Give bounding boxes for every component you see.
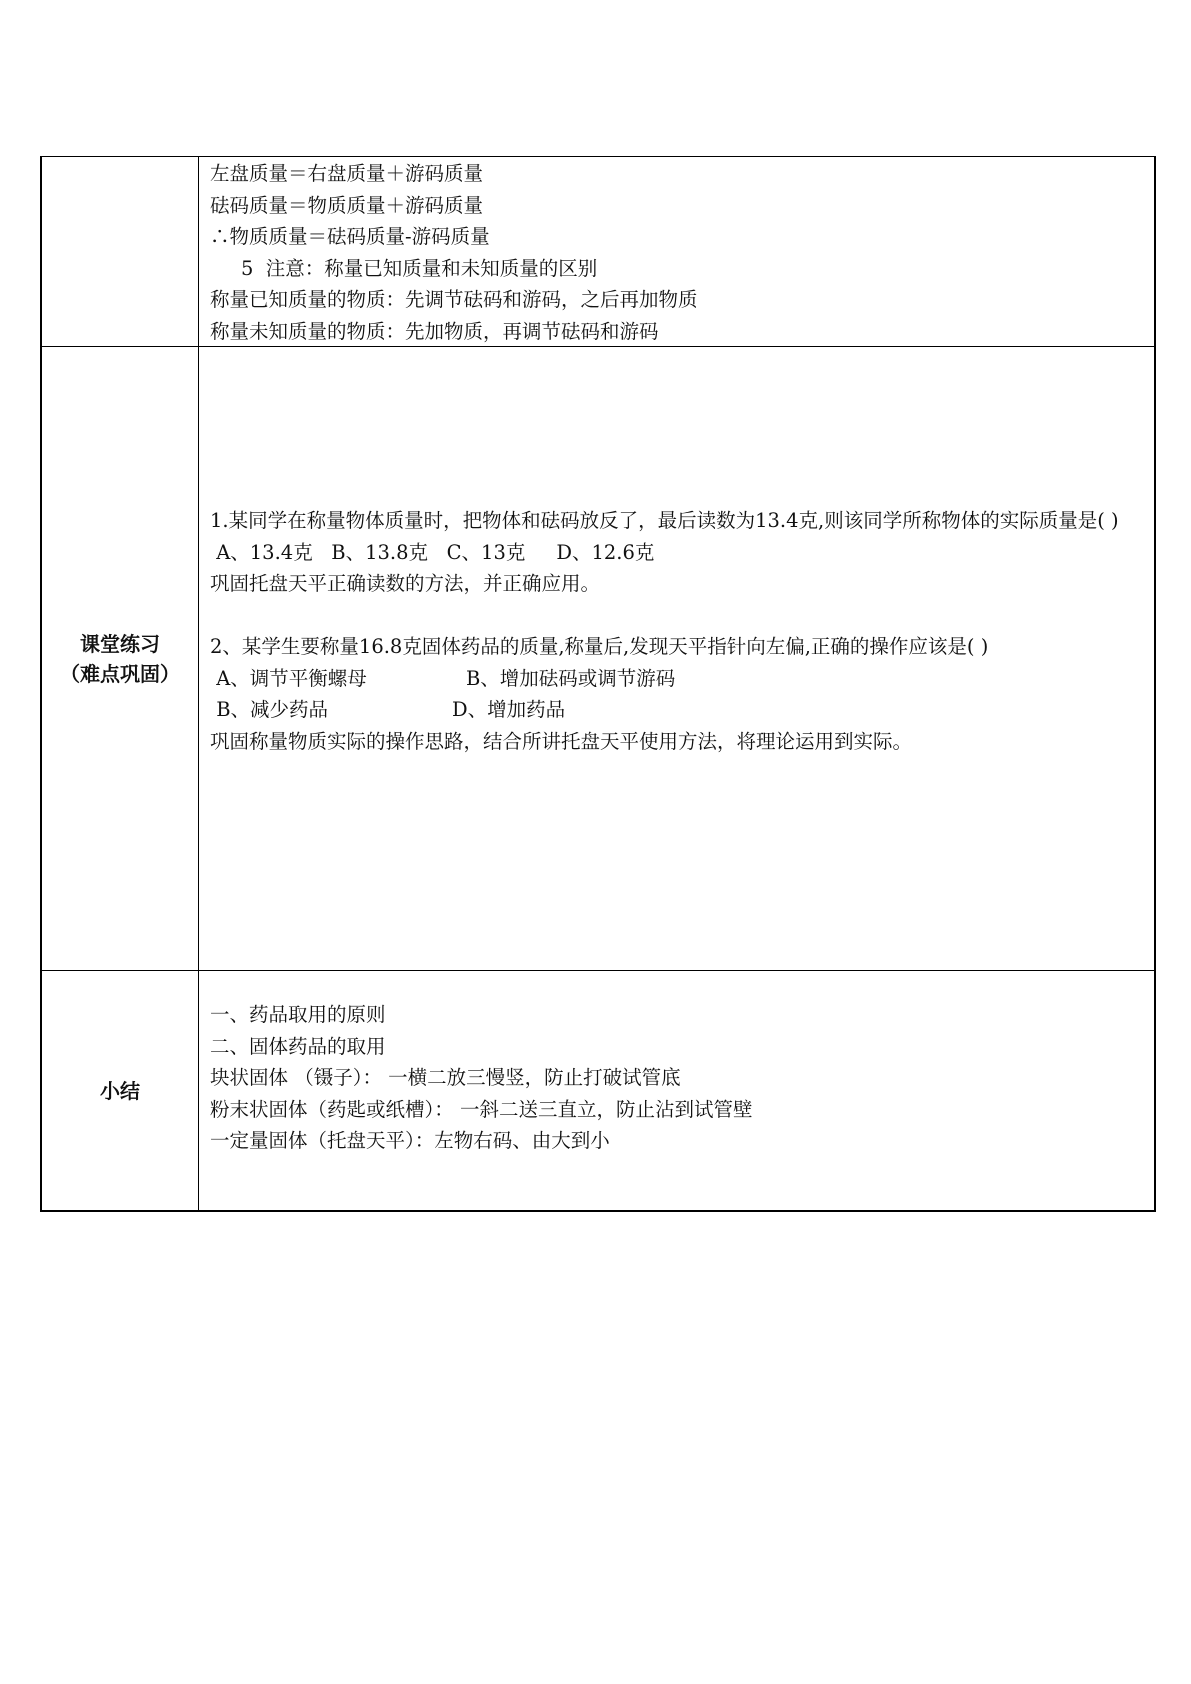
row-label-practice xyxy=(42,347,199,970)
question-2-note: 巩固称量物质实际的操作思路，结合所讲托盘天平使用方法，将理论运用到实际。 xyxy=(210,729,913,753)
note-line: 砝码质量＝物质质量＋游码质量 xyxy=(210,193,484,217)
row-label-empty xyxy=(42,157,199,346)
table-row-balance-notes xyxy=(42,156,1154,346)
question-2-options-line2: B、减少药品 D、增加药品 xyxy=(210,698,566,721)
note-line: 5 注意：称量已知质量和未知质量的区别 xyxy=(210,256,598,280)
table-row-summary xyxy=(42,970,1154,1210)
question-1-options: A、13.4克 B、13.8克 C、13克 D、12.6克 xyxy=(210,540,655,564)
summary-line: 二、固体药品的取用 xyxy=(210,1034,386,1058)
summary-content xyxy=(199,971,1154,1210)
note-line: ∴物质质量＝砝码质量-游码质量 xyxy=(210,225,490,248)
question-1-note: 巩固托盘天平正确读数的方法，并正确应用。 xyxy=(210,572,601,595)
note-line: 称量已知质量的物质：先调节砝码和游码，之后再加物质 xyxy=(210,288,698,311)
practice-label-line1: 课堂练习 xyxy=(80,631,160,656)
note-line: 称量未知质量的物质：先加物质，再调节砝码和游码 xyxy=(210,319,659,343)
practice-content xyxy=(199,347,1154,970)
summary-line: 一定量固体（托盘天平）：左物右码、由大到小 xyxy=(210,1129,610,1152)
note-line: 左盘质量＝右盘质量＋游码质量 xyxy=(210,162,484,185)
question-1-text: 1.某同学在称量物体质量时，把物体和砝码放反了，最后读数为13.4克,则该同学所称物体的实际质量是( ) xyxy=(210,509,1119,532)
summary-line: 块状固体 （镊子）： 一横二放三慢竖，防止打破试管底 xyxy=(210,1066,681,1089)
practice-label-line2: （难点巩固） xyxy=(60,661,180,686)
lesson-table xyxy=(40,156,1156,1212)
question-2-text: 2、某学生要称量16.8克固体药品的质量,称量后,发现天平指针向左偏,正确的操作应该是( ) xyxy=(210,635,989,658)
row-label-summary: 小结 xyxy=(42,971,199,1210)
spacer xyxy=(210,600,1146,632)
summary-line: 粉末状固体（药匙或纸槽）： 一斜二送三直立，防止沾到试管壁 xyxy=(210,1097,753,1121)
question-2-options-line1: A、调节平衡螺母 B、增加砝码或调节游码 xyxy=(210,666,676,690)
table-row-practice xyxy=(42,346,1154,970)
balance-notes-content xyxy=(199,157,1154,346)
summary-line: 一、药品取用的原则 xyxy=(210,1003,386,1026)
